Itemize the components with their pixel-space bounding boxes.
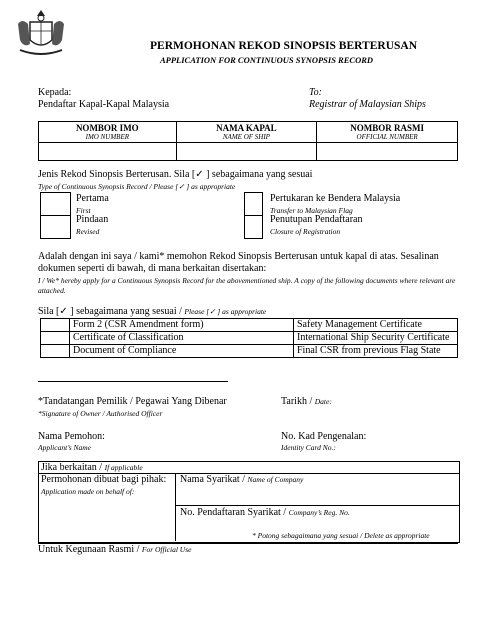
kepada-recipient: Pendaftar Kapal-Kapal Malaysia: [38, 99, 170, 110]
ship-name-input[interactable]: [176, 143, 317, 161]
delete-note: * Potong sebagaimana yang sesuai / Delete as appropriate: [252, 531, 430, 540]
option-transfer-label: Pertukaran ke Bendera Malaysia: [270, 193, 401, 204]
documents-table: [40, 318, 458, 358]
checkbox-revised[interactable]: [40, 215, 71, 239]
type-prompt-en: Type of Continuous Synopsis Record / Please [✓ ] as appropriate: [38, 182, 236, 191]
to-label: To:: [309, 87, 322, 98]
to-recipient: Registrar of Malaysian Ships: [309, 99, 426, 110]
declaration-text-en: I / We* hereby apply for a Continuous Synopsis Record for the abovementioned ship. A copy of the following documents where relevant are attached.: [38, 276, 456, 295]
declaration-text: Adalah dengan ini saya / kami* memohon Rekod Sinopsis Berterusan untuk kapal di atas. Sesalinan dokumen seperti di bawah, di mana berkaitan disertakan:: [38, 251, 439, 274]
option-closure-sub: Closure of Registration: [270, 227, 341, 236]
doc-csr-amendment: Form 2 (CSR Amendment form): [70, 319, 294, 332]
id-label-en: Identity Card No.:: [281, 443, 336, 452]
doc-safety-management: Safety Management Certificate: [294, 319, 458, 332]
type-prompt: Jenis Rekod Sinopsis Berterusan. Sila [✓ ] sebagaimana yang sesuai: [38, 169, 313, 180]
coat-of-arms-logo: [12, 6, 70, 58]
date-label: Tarikh / Date:: [281, 396, 332, 407]
option-first-sub: First: [76, 206, 91, 215]
option-first-label: Pertama: [76, 193, 109, 204]
checkbox-compliance[interactable]: [41, 345, 70, 358]
checkbox-closure[interactable]: [244, 215, 263, 239]
kepada-label: Kepada:: [38, 87, 72, 98]
company-name-field[interactable]: Nama Syarikat / Name of Company: [180, 474, 304, 485]
official-number-input[interactable]: [317, 143, 458, 161]
option-revised-sub: Revised: [76, 227, 100, 236]
ship-details-table: [38, 121, 458, 161]
header-ship-name: NAMA KAPAL NAME OF SHIP: [176, 122, 317, 143]
header-official-number: NOMBOR RASMI OFFICIAL NUMBER: [317, 122, 458, 143]
form-title: PERMOHONAN REKOD SINOPSIS BERTERUSAN: [150, 40, 418, 52]
header-imo-number: NOMBOR IMO IMO NUMBER: [39, 122, 177, 143]
applicant-label-en: Applicant’s Name: [38, 443, 91, 452]
checkbox-first[interactable]: [40, 192, 71, 216]
checkbox-csr-amendment[interactable]: [41, 319, 70, 332]
applicable-vertical-divider: [175, 473, 176, 541]
official-use-label: Untuk Kegunaan Rasmi / For Official Use: [38, 544, 192, 555]
doc-ship-security: International Ship Security Certificate: [294, 332, 458, 345]
form-subtitle: APPLICATION FOR CONTINUOUS SYNOPSIS RECORD: [160, 55, 374, 65]
behalf-label: Permohonan dibuat bagi pihak:: [41, 474, 167, 485]
documents-prompt: Sila [✓ ] sebagaimana yang sesuai / Please [✓ ] as appropriate: [38, 306, 267, 317]
company-divider: [175, 505, 459, 506]
checkbox-classification[interactable]: [41, 332, 70, 345]
id-label: No. Kad Pengenalan:: [281, 431, 367, 442]
imo-number-input[interactable]: [39, 143, 177, 161]
behalf-label-en: Application made on behalf of:: [41, 487, 135, 496]
doc-classification: Certificate of Classification: [70, 332, 294, 345]
checkbox-transfer[interactable]: [244, 192, 263, 216]
applicant-label: Nama Pemohon:: [38, 431, 105, 442]
doc-compliance: Document of Compliance: [70, 345, 294, 358]
option-transfer-sub: Transfer to Malaysian Flag: [270, 206, 353, 215]
signature-line: [38, 381, 228, 382]
applicable-label: Jika berkaitan / If applicable: [41, 462, 143, 473]
signature-label-en: *Signature of Owner / Authorised Officer: [38, 409, 163, 418]
option-closure-label: Penutupan Pendaftaran: [270, 214, 363, 225]
option-revised-label: Pindaan: [76, 214, 109, 225]
doc-final-csr: Final CSR from previous Flag State: [294, 345, 458, 358]
company-reg-field[interactable]: No. Pendaftaran Syarikat / Company’s Reg. No.: [180, 507, 350, 518]
signature-label: *Tandatangan Pemilik / Pegawai Yang Dibenar: [38, 396, 227, 407]
